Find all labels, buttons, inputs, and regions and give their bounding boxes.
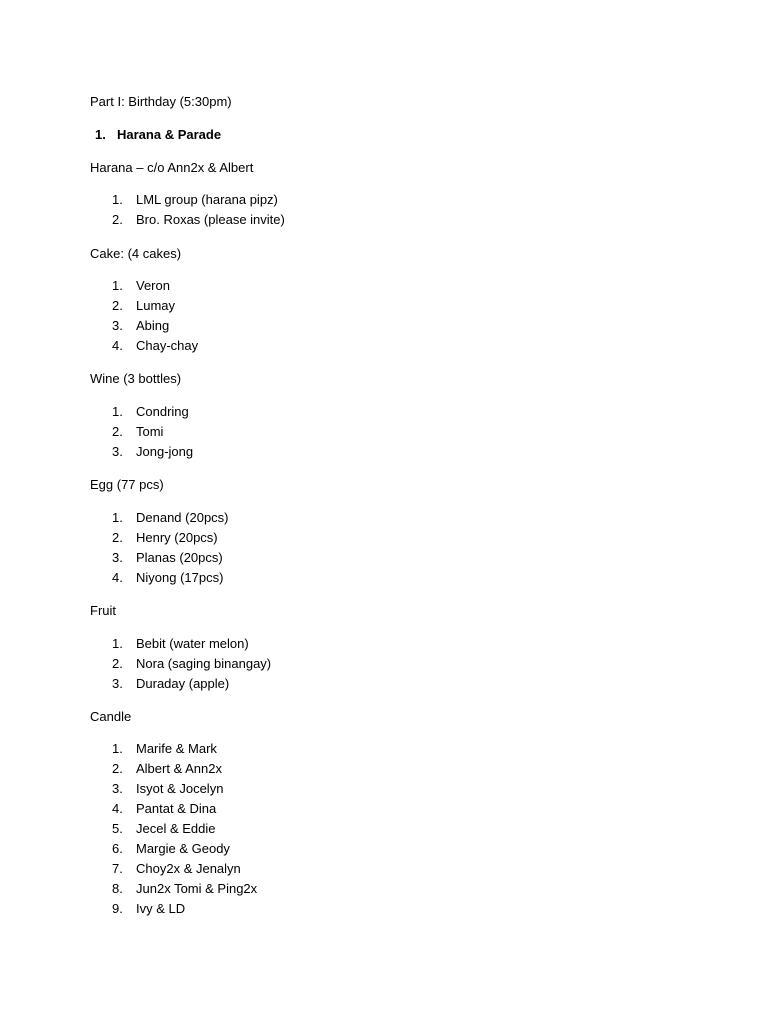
- list-item-text: Abing: [136, 318, 170, 333]
- list-number: 1.: [112, 636, 123, 651]
- list-item: [112, 741, 257, 761]
- list-number: 1.: [112, 278, 123, 293]
- list-item-text: Duraday (apple): [136, 676, 230, 691]
- list-item-text: Nora (saging binangay): [136, 656, 272, 671]
- list-item: [112, 444, 193, 464]
- harana-parade-heading: [95, 127, 221, 143]
- list-item: [112, 761, 257, 781]
- list-item: [112, 861, 257, 881]
- list-item: [112, 801, 257, 821]
- list-item-text: Bro. Roxas (please invite): [136, 212, 285, 227]
- list-number: 3.: [112, 781, 123, 796]
- list-number: 2.: [112, 656, 123, 671]
- list-item: [112, 212, 285, 232]
- list-item-text: Lumay: [136, 298, 176, 313]
- section-list-egg: [112, 510, 229, 590]
- section-heading-candle: Candle: [90, 709, 132, 724]
- list-number: 4.: [112, 801, 123, 816]
- list-item: [112, 781, 257, 801]
- list-item: [112, 424, 193, 444]
- item-number: 1.: [95, 127, 106, 142]
- list-number: 9.: [112, 901, 123, 916]
- list-item-text: Jong-jong: [136, 444, 194, 459]
- list-number: 2.: [112, 298, 123, 313]
- list-number: 1.: [112, 510, 123, 525]
- list-number: 2.: [112, 530, 123, 545]
- list-number: 4.: [112, 338, 123, 353]
- list-item-text: Condring: [136, 404, 189, 419]
- list-item: [112, 298, 198, 318]
- list-number: 1.: [112, 741, 123, 756]
- section-heading-fruit: Fruit: [90, 603, 116, 618]
- list-item-text: Albert & Ann2x: [136, 761, 222, 776]
- list-number: 5.: [112, 821, 123, 836]
- section-heading-harana: Harana – c/o Ann2x & Albert: [90, 160, 254, 175]
- section-heading-cake: Cake: (4 cakes): [90, 246, 182, 261]
- list-item-text: Pantat & Dina: [136, 801, 217, 816]
- list-item: [112, 318, 198, 338]
- section-list-cake: [112, 278, 198, 358]
- list-item-text: Jecel & Eddie: [136, 821, 216, 836]
- section-heading-egg: Egg (77 pcs): [90, 477, 164, 492]
- list-item-text: Marife & Mark: [136, 741, 217, 756]
- list-item: [112, 881, 257, 901]
- list-item-text: Veron: [136, 278, 170, 293]
- list-number: 2.: [112, 761, 123, 776]
- list-item-text: Planas (20pcs): [136, 550, 223, 565]
- list-item-text: Niyong (17pcs): [136, 570, 224, 585]
- section-list-harana: [112, 192, 285, 232]
- list-item-text: Bebit (water melon): [136, 636, 249, 651]
- list-item: [112, 278, 198, 298]
- list-number: 1.: [112, 192, 123, 207]
- list-item: [112, 192, 285, 212]
- section-list-wine: [112, 404, 193, 464]
- list-number: 7.: [112, 861, 123, 876]
- list-item: [112, 656, 271, 676]
- list-item: [112, 510, 229, 530]
- list-number: 4.: [112, 570, 123, 585]
- list-item-text: Chay-chay: [136, 338, 199, 353]
- list-item-text: Jun2x Tomi & Ping2x: [136, 881, 258, 896]
- list-item: [112, 550, 229, 570]
- list-item-text: Margie & Geody: [136, 841, 230, 856]
- list-item: [112, 901, 257, 921]
- list-item: [112, 841, 257, 861]
- list-number: 8.: [112, 881, 123, 896]
- list-item: [112, 676, 271, 696]
- list-item: [112, 404, 193, 424]
- item-label: Harana & Parade: [117, 127, 222, 142]
- list-item: [112, 636, 271, 656]
- part-title: Part I: Birthday (5:30pm): [90, 94, 232, 109]
- list-item-text: Isyot & Jocelyn: [136, 781, 224, 796]
- list-number: 3.: [112, 550, 123, 565]
- list-item-text: Choy2x & Jenalyn: [136, 861, 241, 876]
- list-item-text: Henry (20pcs): [136, 530, 218, 545]
- list-item: [112, 530, 229, 550]
- list-number: 3.: [112, 318, 123, 333]
- list-item-text: Ivy & LD: [136, 901, 186, 916]
- list-item: [112, 338, 198, 358]
- list-number: 2.: [112, 212, 123, 227]
- section-heading-wine: Wine (3 bottles): [90, 371, 182, 386]
- list-item: [112, 821, 257, 841]
- list-number: 3.: [112, 444, 123, 459]
- list-number: 6.: [112, 841, 123, 856]
- list-item-text: Tomi: [136, 424, 164, 439]
- section-list-candle: [112, 741, 257, 921]
- list-item-text: LML group (harana pipz): [136, 192, 278, 207]
- list-number: 2.: [112, 424, 123, 439]
- list-item: [112, 570, 229, 590]
- list-number: 1.: [112, 404, 123, 419]
- list-item-text: Denand (20pcs): [136, 510, 229, 525]
- list-number: 3.: [112, 676, 123, 691]
- section-list-fruit: [112, 636, 271, 696]
